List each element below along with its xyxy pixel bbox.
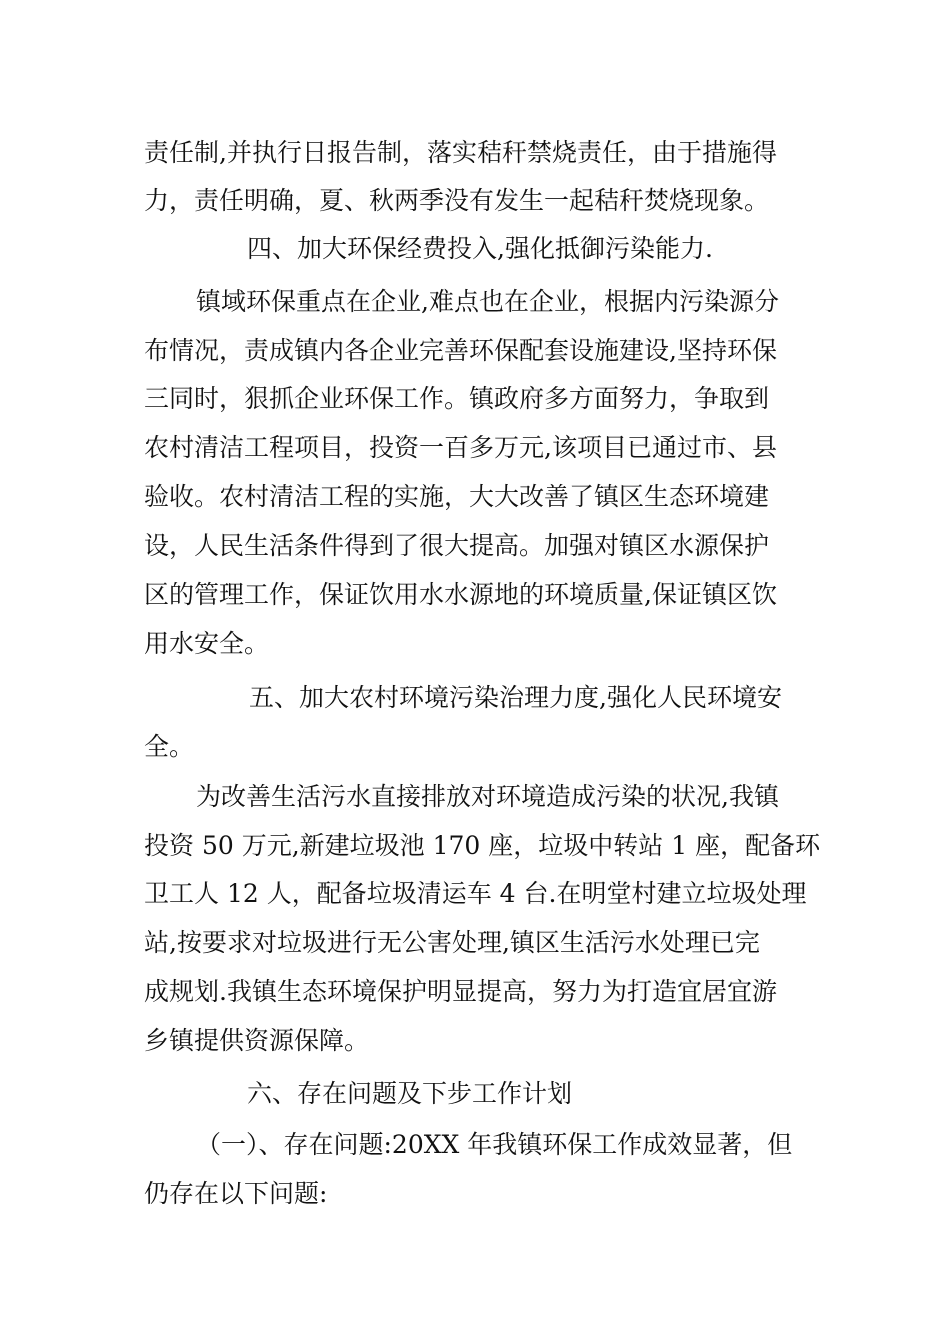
- paragraph-line: 力，责任明确，夏、秋两季没有发生一起秸秆焚烧现象。: [144, 186, 770, 215]
- paragraph-line: 区的管理工作，保证饮用水水源地的环境质量,保证镇区饮: [144, 580, 777, 609]
- paragraph-line: 三同时，狠抓企业环保工作。镇政府多方面努力，争取到: [144, 384, 770, 413]
- paragraph-line: 乡镇提供资源保障。: [144, 1026, 370, 1055]
- paragraph-line: 责任制,并执行日报告制，落实秸秆禁烧责任，由于措施得: [144, 138, 777, 167]
- section-heading-5-continuation: 全。: [144, 732, 195, 761]
- paragraph-line: 镇域环保重点在企业,难点也在企业，根据内污染源分: [196, 287, 779, 316]
- paragraph-line: 投资 50 万元,新建垃圾池 170 座，垃圾中转站 1 座，配备环: [144, 831, 821, 860]
- paragraph-line: 站,按要求对垃圾进行无公害处理,镇区生活污水处理已完: [144, 928, 760, 957]
- section-heading-4: 四、加大环保经费投入,强化抵御污染能力.: [247, 234, 713, 263]
- paragraph-line: 为改善生活污水直接排放对环境造成污染的状况,我镇: [196, 782, 779, 811]
- paragraph-line: 用水安全。: [144, 629, 270, 658]
- paragraph-line: 农村清洁工程项目，投资一百多万元,该项目已通过市、县: [144, 433, 777, 462]
- paragraph-line: 卫工人 12 人，配备垃圾清运车 4 台.在明堂村建立垃圾处理: [144, 879, 807, 908]
- section-heading-6: 六、存在问题及下步工作计划: [247, 1079, 573, 1108]
- paragraph-line: （一）、存在问题:20XX 年我镇环保工作成效显著，但: [196, 1130, 793, 1159]
- paragraph-line: 验收。农村清洁工程的实施，大大改善了镇区生态环境建: [144, 482, 770, 511]
- section-heading-5: 五、加大农村环境污染治理力度,强化人民环境安: [249, 683, 782, 712]
- paragraph-line: 布情况，责成镇内各企业完善环保配套设施建设,坚持环保: [144, 336, 777, 365]
- paragraph-line: 设，人民生活条件得到了很大提高。加强对镇区水源保护: [144, 531, 770, 560]
- paragraph-line: 成规划.我镇生态环境保护明显提高，努力为打造宜居宜游: [144, 977, 777, 1006]
- paragraph-line: 仍存在以下问题:: [144, 1179, 328, 1208]
